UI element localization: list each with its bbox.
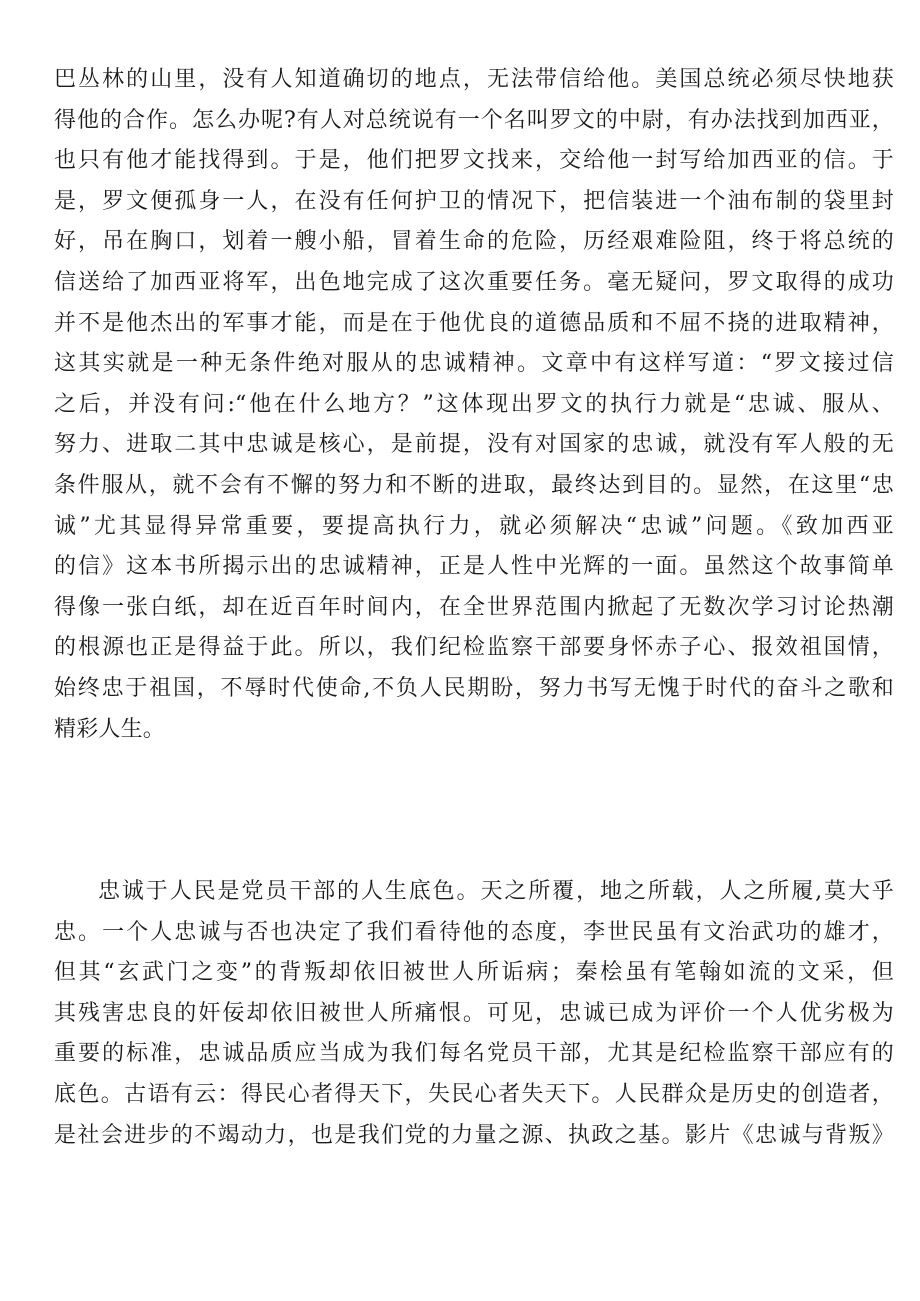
paragraph-line: 得像一张白纸，却在近百年时间内，在全世界范围内掀起了无数次学习讨论热潮 (54, 594, 894, 620)
paragraph-line: 精彩人生。 (54, 716, 166, 742)
paragraph-line: 忠。一个人忠诚与否也决定了我们看待他的态度，李世民虽有文治武功的雄才， (54, 919, 894, 945)
paragraph-line: 底色。古语有云：得民心者得天下，失民心者失天下。人民群众是历史的创造者， (54, 1081, 894, 1107)
paragraph-line: 条件服从，就不会有不懈的努力和不断的进取，最终达到目的。显然，在这里“忠 (54, 472, 894, 498)
paragraph-line: 始终忠于祖国，不辱时代使命,不负人民期盼，努力书写无愧于时代的奋斗之歌和 (54, 675, 894, 701)
paragraph-line: 信送给了加西亚将军，出色地完成了这次重要任务。毫无疑问，罗文取得的成功 (54, 269, 894, 295)
paragraph-rowan-story (54, 60, 894, 750)
paragraph-line: 是社会进步的不竭动力，也是我们党的力量之源、执政之基。影片《忠诚与背叛》 (54, 1122, 894, 1148)
paragraph-line: 忠诚于人民是党员干部的人生底色。天之所覆，地之所载，人之所履,莫大乎 (98, 879, 894, 904)
paragraph-line: 的根源也正是得益于此。所以，我们纪检监察干部要身怀赤子心、报效祖国情， (54, 635, 894, 661)
paragraph-loyalty-to-people (54, 872, 894, 1156)
paragraph-line: 好，吊在胸口，划着一艘小船，冒着生命的危险，历经艰难险阻，终于将总统的 (54, 229, 894, 255)
paragraph-line: 诚”尤其显得异常重要，要提高执行力，就必须解决“忠诚”问题。《致加西亚 (54, 513, 894, 539)
paragraph-line: 其残害忠良的奸佞却依旧被世人所痛恨。可见，忠诚已成为评价一个人优劣极为 (54, 1000, 894, 1026)
paragraph-line: 的信》这本书所揭示出的忠诚精神，正是人性中光辉的一面。虽然这个故事简单 (54, 554, 894, 580)
paragraph-line: 努力、进取二其中忠诚是核心，是前提，没有对国家的忠诚，就没有军人般的无 (54, 432, 894, 458)
paragraph-line: 巴丛林的山里，没有人知道确切的地点，无法带信给他。美国总统必须尽快地获 (54, 67, 894, 92)
paragraph-line: 之后，并没有问:“他在什么地方？”这体现出罗文的执行力就是“忠诚、服从、 (54, 391, 894, 417)
paragraph-line: 重要的标准，忠诚品质应当成为我们每名党员干部，尤其是纪检监察干部应有的 (54, 1041, 894, 1067)
paragraph-line: 也只有他才能找得到。于是，他们把罗文找来，交给他一封写给加西亚的信。于 (54, 148, 894, 174)
paragraph-line: 但其“玄武门之变”的背叛却依旧被世人所诟病；秦桧虽有笔翰如流的文采，但 (54, 960, 894, 986)
paragraph-line: 并不是他杰出的军事才能，而是在于他优良的道德品质和不屈不挠的进取精神， (54, 310, 894, 336)
paragraph-line: 是，罗文便孤身一人，在没有任何护卫的情况下，把信装进一个油布制的袋里封 (54, 188, 894, 214)
paragraph-line: 这其实就是一种无条件绝对服从的忠诚精神。文章中有这样写道：“罗文接过信 (54, 351, 894, 377)
paragraph-line: 得他的合作。怎么办呢?有人对总统说有一个名叫罗文的中尉，有办法找到加西亚， (54, 107, 894, 133)
